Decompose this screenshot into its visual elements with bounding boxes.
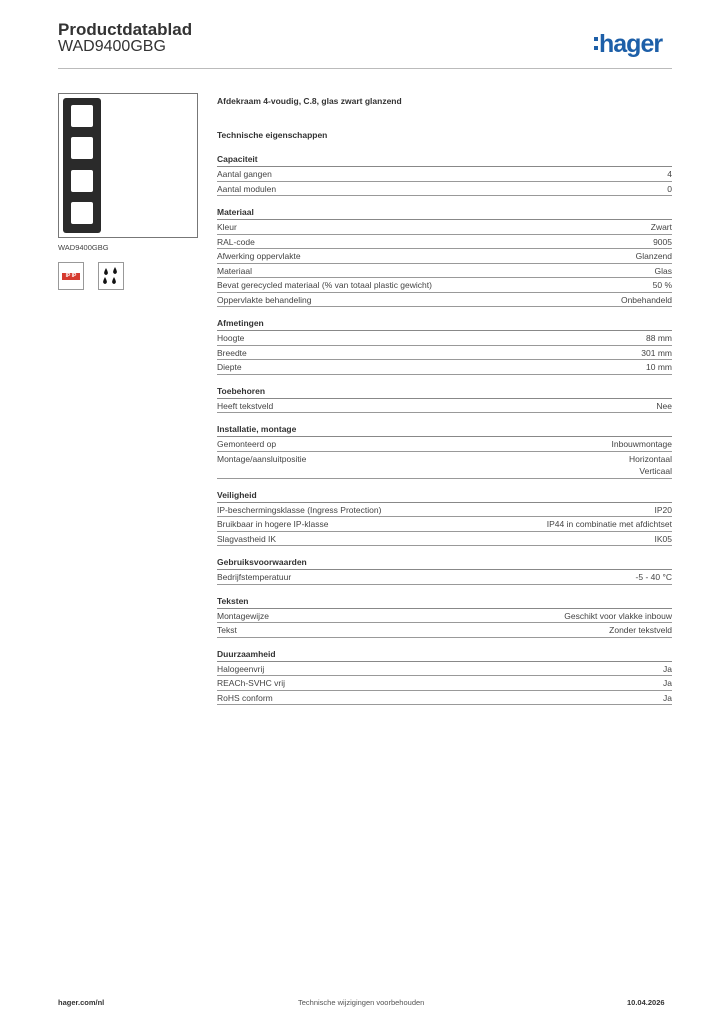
- spec-label: REACh-SVHC vrij: [217, 678, 286, 688]
- spec-label: Tekst: [217, 625, 237, 635]
- logo-dots-icon: [594, 30, 598, 50]
- spec-section: [217, 206, 672, 307]
- spec-value-line: IP20: [654, 504, 672, 515]
- spec-label: Montagewijze: [217, 610, 269, 621]
- spec-value: [636, 571, 672, 584]
- spec-section: [217, 153, 672, 196]
- spec-value-line: 9005: [653, 236, 672, 247]
- cover-frame-drawing: [63, 98, 101, 233]
- product-title: Afdekraam 4-voudig, C.8, glas zwart glanzend: [217, 96, 402, 106]
- spec-label: Hoogte: [217, 333, 245, 343]
- spec-label: Materiaal: [217, 265, 252, 276]
- spec-value-line: 88 mm: [646, 333, 672, 343]
- spec-label: Breedte: [217, 347, 247, 358]
- spec-value: [655, 265, 672, 278]
- spec-row: [217, 452, 672, 479]
- spec-label: Gemonteerd op: [217, 439, 277, 449]
- spec-section: [217, 595, 672, 638]
- spec-value: [653, 236, 672, 249]
- spec-section: [217, 423, 672, 479]
- spec-row: [217, 264, 672, 279]
- spec-value: [609, 624, 672, 637]
- spec-value: [655, 533, 673, 546]
- footer-website: hager.com/nl: [58, 998, 105, 1007]
- spec-label: Halogeenvrij: [217, 663, 265, 674]
- spec-row: [217, 346, 672, 361]
- section-heading: Installatie, montage: [217, 423, 672, 437]
- spec-label: Oppervlakte behandeling: [217, 294, 312, 305]
- spec-row: [217, 570, 672, 585]
- spec-value: [636, 250, 672, 263]
- spec-value-line: 10 mm: [646, 362, 672, 372]
- spec-value-line: Horizontaal: [629, 453, 672, 464]
- spec-label: Kleur: [217, 222, 237, 232]
- spec-value-line: Glanzend: [635, 251, 672, 261]
- spec-label: Bedrijfstemperatuur: [217, 572, 292, 582]
- spec-row: [217, 235, 672, 250]
- hager-logo: [594, 30, 662, 59]
- spec-value-line: Ja: [663, 678, 672, 688]
- spec-row: [217, 220, 672, 235]
- header-divider: [58, 68, 672, 69]
- spec-value-line: Inbouwmontage: [611, 439, 672, 449]
- spec-value-line: 301 mm: [641, 347, 672, 358]
- spec-label: Diepte: [217, 362, 242, 372]
- spec-section: [217, 556, 672, 585]
- water-drops-icon: [98, 262, 124, 290]
- spec-value: [656, 400, 672, 413]
- spec-row: [217, 360, 672, 375]
- section-heading: Veiligheid: [217, 489, 672, 503]
- spec-value-line: Nee: [656, 400, 672, 411]
- spec-value: [663, 663, 672, 676]
- spec-row: [217, 182, 672, 197]
- spec-row: [217, 167, 672, 182]
- spec-value-line: 4: [667, 169, 672, 179]
- spec-value: [667, 168, 672, 181]
- spec-row: [217, 278, 672, 293]
- spec-value: [564, 610, 672, 623]
- product-image: [58, 93, 198, 238]
- spec-label: RoHS conform: [217, 692, 273, 703]
- spec-value: [547, 518, 672, 531]
- spec-value-line: -5 - 40 °C: [635, 572, 672, 582]
- spec-value-line: Zwart: [650, 222, 672, 232]
- spec-label: RAL-code: [217, 236, 255, 247]
- spec-value-line: Verticaal: [639, 466, 672, 476]
- tech-title: Technische eigenschappen: [217, 130, 328, 140]
- spec-value: [646, 361, 672, 374]
- spec-value-line: 50 %: [652, 280, 672, 290]
- spec-value: [663, 692, 672, 705]
- section-heading: Gebruiksvoorwaarden: [217, 556, 672, 570]
- spec-row: [217, 676, 672, 691]
- spec-row: [217, 399, 672, 414]
- spec-content: [217, 96, 672, 715]
- spec-section: [217, 489, 672, 547]
- ip-badge-icon: IP IP: [58, 262, 84, 290]
- spec-value: [646, 332, 672, 345]
- page-title: Productdatablad: [58, 20, 193, 39]
- section-heading: Capaciteit: [217, 153, 672, 167]
- section-heading: Toebehoren: [217, 385, 672, 399]
- footer-date: 10.04.2026: [627, 998, 665, 1007]
- spec-section: [217, 385, 672, 414]
- spec-value-line: Ja: [663, 692, 672, 703]
- spec-value: [612, 438, 673, 451]
- spec-label: Afwerking oppervlakte: [217, 251, 301, 261]
- spec-label: Slagvastheid IK: [217, 533, 277, 544]
- spec-label: Montage/aansluitpositie: [217, 453, 307, 464]
- spec-row: [217, 437, 672, 452]
- spec-section: [217, 648, 672, 706]
- spec-row: [217, 623, 672, 638]
- section-heading: Afmetingen: [217, 317, 672, 331]
- section-heading: Materiaal: [217, 206, 672, 220]
- spec-value: [667, 183, 672, 196]
- logo-text: hager: [599, 30, 663, 58]
- spec-row: [217, 293, 672, 308]
- image-caption: WAD9400GBG: [58, 243, 109, 252]
- footer-disclaimer: Technische wijzigingen voorbehouden: [298, 998, 425, 1007]
- spec-label: Aantal modulen: [217, 183, 277, 194]
- spec-value-line: 0: [667, 183, 672, 194]
- spec-value: [663, 677, 672, 690]
- spec-value: [629, 453, 672, 478]
- spec-value-line: IP44 in combinatie met afdichtset: [546, 519, 672, 529]
- spec-value: [641, 347, 672, 360]
- spec-label: Bruikbaar in hogere IP-klasse: [217, 519, 329, 529]
- spec-value-line: Glas: [654, 265, 672, 276]
- spec-label: Aantal gangen: [217, 169, 272, 179]
- spec-value: [655, 504, 673, 517]
- spec-row: [217, 503, 672, 518]
- spec-row: [217, 331, 672, 346]
- spec-value: [653, 279, 672, 292]
- spec-row: [217, 609, 672, 624]
- spec-sections: [217, 153, 672, 705]
- spec-value-line: Zonder tekstveld: [609, 625, 672, 635]
- spec-label: Bevat gerecycled materiaal (% van totaal plastic gewicht): [217, 280, 432, 290]
- spec-row: [217, 662, 672, 677]
- spec-row: [217, 532, 672, 547]
- product-code: WAD9400GBG: [58, 38, 166, 55]
- spec-row: [217, 517, 672, 532]
- spec-label: Heeft tekstveld: [217, 400, 274, 411]
- section-heading: Teksten: [217, 595, 672, 609]
- spec-row: [217, 249, 672, 264]
- spec-value-line: Onbehandeld: [620, 294, 672, 305]
- spec-row: [217, 691, 672, 706]
- spec-section: [217, 317, 672, 375]
- spec-value: [621, 294, 672, 307]
- spec-value-line: Ja: [663, 663, 672, 674]
- spec-value: [651, 221, 672, 234]
- spec-value-line: IK05: [654, 533, 672, 544]
- spec-value-line: Geschikt voor vlakke inbouw: [564, 610, 672, 621]
- spec-label: IP-beschermingsklasse (Ingress Protection): [217, 504, 382, 515]
- section-heading: Duurzaamheid: [217, 648, 672, 662]
